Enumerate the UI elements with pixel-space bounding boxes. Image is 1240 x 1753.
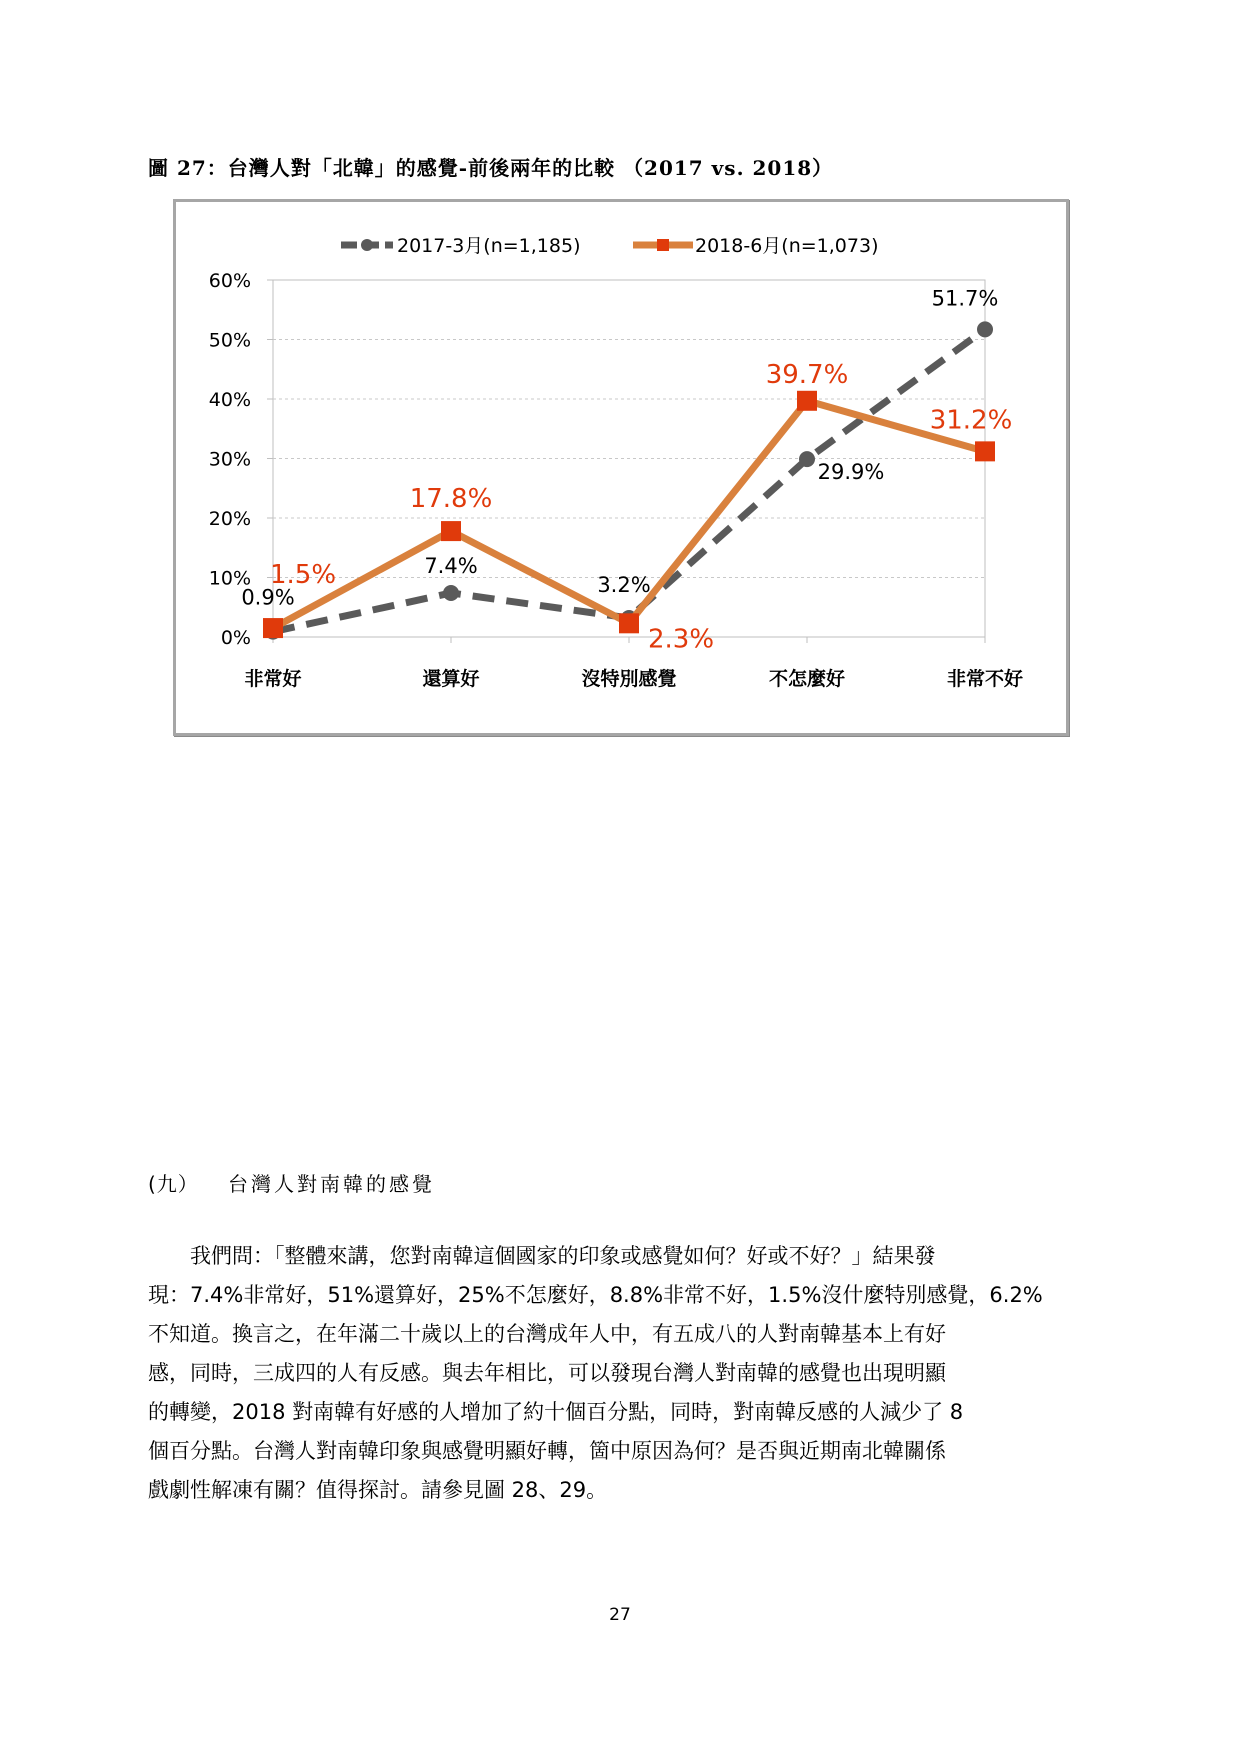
series-2017-data-label: 51.7% bbox=[931, 286, 999, 311]
y-tick-label: 10% bbox=[208, 567, 251, 590]
series-2017-data-label: 29.9% bbox=[817, 460, 885, 485]
series-2017-point bbox=[977, 321, 993, 337]
line-chart bbox=[173, 199, 1069, 736]
section-title: 台灣人對南韓的感覺 bbox=[228, 1172, 435, 1196]
y-tick-label: 30% bbox=[208, 448, 251, 471]
x-tick-label: 非常不好 bbox=[946, 668, 1024, 690]
y-tick-label: 20% bbox=[208, 508, 251, 530]
legend-2018-label: 2018-6月(n=1,073) bbox=[695, 235, 879, 257]
series-2017-data-label: 0.9% bbox=[241, 585, 295, 610]
x-tick-label: 非常好 bbox=[244, 668, 302, 690]
series-2018-data-label: 2.3% bbox=[647, 624, 715, 655]
series-2018-data-label: 17.8% bbox=[409, 484, 493, 515]
x-tick-label: 不怎麼好 bbox=[768, 668, 846, 690]
series-2017-data-label: 3.2% bbox=[597, 572, 651, 597]
page-number: 27 bbox=[609, 1605, 631, 1625]
legend-2017-label: 2017-3月(n=1,185) bbox=[397, 235, 581, 257]
body-line: 不知道。換言之，在年滿二十歲以上的台灣成年人中，有五成八的人對南韓基本上有好 bbox=[148, 1322, 946, 1346]
series-2018-data-label: 31.2% bbox=[929, 405, 1013, 436]
y-tick-label: 40% bbox=[208, 389, 251, 411]
legend-2018-marker bbox=[657, 239, 669, 251]
series-2018-data-label: 39.7% bbox=[765, 359, 849, 390]
series-2018-point bbox=[263, 618, 283, 638]
y-tick-label: 50% bbox=[208, 329, 251, 352]
body-line: 現：7.4%非常好，51%還算好，25%不怎麼好，8.8%非常不好，1.5%沒什麼特別感覺，6.2% bbox=[148, 1283, 1043, 1307]
series-2018-point bbox=[797, 391, 817, 411]
body-line: 我們問：「整體來講，您對南韓這個國家的印象或感覺如何？好或不好？」結果發 bbox=[148, 1244, 936, 1268]
chart-frame bbox=[173, 199, 1069, 736]
series-2018-point bbox=[619, 613, 639, 633]
series-2018-point bbox=[975, 441, 995, 461]
body-line: 的轉變，2018 對南韓有好感的人增加了約十個百分點，同時，對南韓反感的人減少了 8 bbox=[148, 1400, 964, 1424]
body-line: 感，同時，三成四的人有反感。與去年相比，可以發現台灣人對南韓的感覺也出現明顯 bbox=[148, 1361, 946, 1385]
y-tick-label: 60% bbox=[208, 270, 251, 292]
series-2017-point bbox=[443, 585, 459, 601]
body-line: 戲劇性解凍有關？值得探討。請參見圖 28、29。 bbox=[148, 1478, 608, 1502]
section-number: (九） bbox=[148, 1172, 199, 1196]
figure-caption: 圖 27：台灣人對「北韓」的感覺-前後兩年的比較 （2017 vs. 2018） bbox=[148, 156, 834, 180]
series-2018-point bbox=[441, 521, 461, 541]
y-tick-label: 0% bbox=[220, 627, 251, 649]
section-heading bbox=[148, 1168, 435, 1197]
body-line: 個百分點。台灣人對南韓印象與感覺明顯好轉，箇中原因為何？是否與近期南北韓關係 bbox=[148, 1439, 946, 1463]
body-paragraph bbox=[148, 1237, 1088, 1510]
series-2017-data-label: 7.4% bbox=[424, 553, 478, 578]
legend-2017-marker bbox=[361, 239, 373, 251]
x-tick-label: 還算好 bbox=[422, 668, 480, 690]
x-tick-label: 沒特別感覺 bbox=[581, 668, 677, 690]
series-2017-point bbox=[799, 451, 815, 467]
series-2018-data-label: 1.5% bbox=[269, 560, 337, 591]
